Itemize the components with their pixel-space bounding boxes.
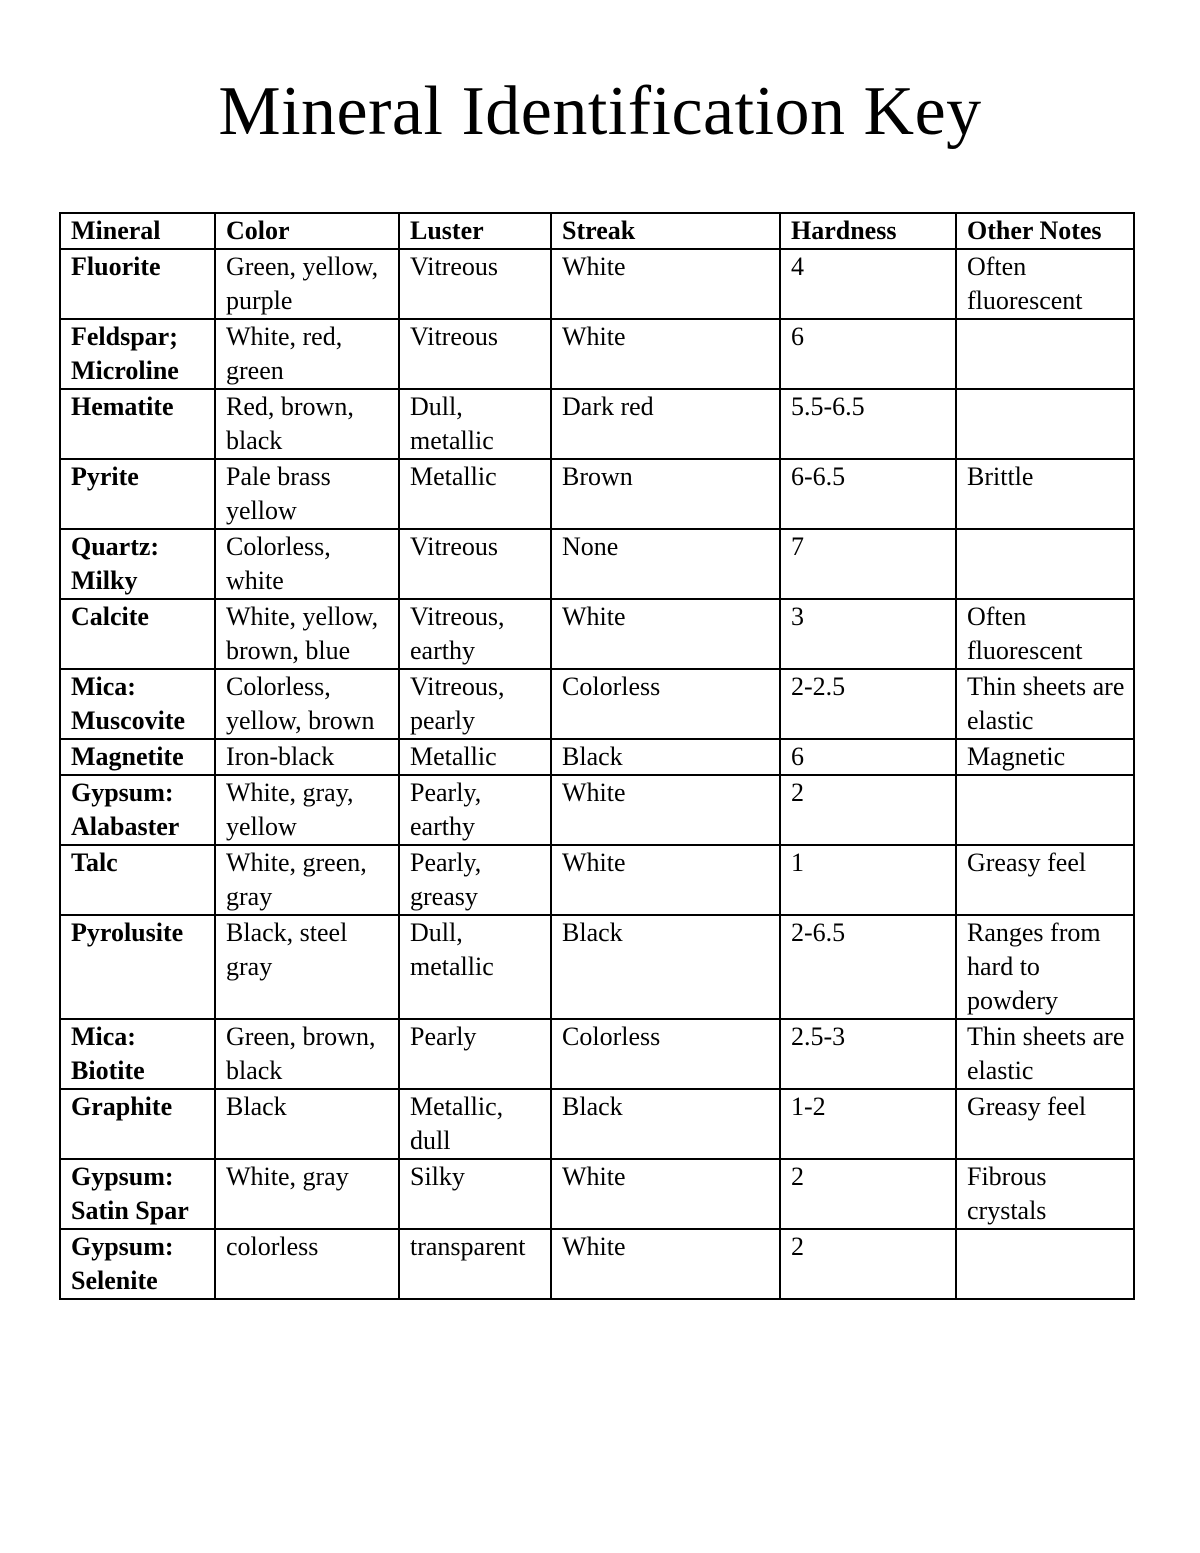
cell-color: White, yellow, brown, blue xyxy=(215,599,399,669)
table-row xyxy=(60,669,1134,739)
cell-hardness: 6-6.5 xyxy=(780,459,956,529)
cell-streak: White xyxy=(551,775,780,845)
cell-hardness: 2.5-3 xyxy=(780,1019,956,1089)
table-row xyxy=(60,915,1134,1019)
table-row xyxy=(60,389,1134,459)
cell-color: Colorless, white xyxy=(215,529,399,599)
cell-mineral: Hematite xyxy=(60,389,215,459)
cell-other-notes xyxy=(956,1229,1134,1299)
cell-other-notes: Thin sheets are elastic xyxy=(956,669,1134,739)
table-row xyxy=(60,529,1134,599)
cell-luster: Silky xyxy=(399,1159,551,1229)
cell-streak: Brown xyxy=(551,459,780,529)
cell-hardness: 2-6.5 xyxy=(780,915,956,1019)
cell-luster: Pearly, earthy xyxy=(399,775,551,845)
cell-hardness: 4 xyxy=(780,249,956,319)
cell-other-notes: Fibrous crystals xyxy=(956,1159,1134,1229)
cell-luster: Vitreous xyxy=(399,249,551,319)
table-row xyxy=(60,775,1134,845)
cell-other-notes xyxy=(956,389,1134,459)
cell-streak: White xyxy=(551,1229,780,1299)
header-color: Color xyxy=(215,213,399,249)
cell-mineral: Mica: Muscovite xyxy=(60,669,215,739)
cell-color: White, gray, yellow xyxy=(215,775,399,845)
table-header-row xyxy=(60,213,1134,249)
cell-luster: Metallic xyxy=(399,739,551,775)
header-hardness: Hardness xyxy=(780,213,956,249)
cell-color: Green, brown, black xyxy=(215,1019,399,1089)
cell-other-notes: Magnetic xyxy=(956,739,1134,775)
cell-other-notes: Greasy feel xyxy=(956,1089,1134,1159)
cell-streak: White xyxy=(551,1159,780,1229)
cell-luster: Metallic, dull xyxy=(399,1089,551,1159)
cell-hardness: 2 xyxy=(780,1159,956,1229)
cell-streak: Colorless xyxy=(551,1019,780,1089)
cell-mineral: Graphite xyxy=(60,1089,215,1159)
table-row xyxy=(60,319,1134,389)
cell-hardness: 6 xyxy=(780,319,956,389)
table-body xyxy=(60,249,1134,1299)
cell-other-notes xyxy=(956,529,1134,599)
cell-streak: White xyxy=(551,599,780,669)
cell-mineral: Magnetite xyxy=(60,739,215,775)
table-row xyxy=(60,1229,1134,1299)
cell-color: Pale brass yellow xyxy=(215,459,399,529)
page-title: Mineral Identification Key xyxy=(218,73,982,150)
cell-hardness: 7 xyxy=(780,529,956,599)
cell-streak: None xyxy=(551,529,780,599)
table-row xyxy=(60,739,1134,775)
cell-color: Red, brown, black xyxy=(215,389,399,459)
header-other-notes: Other Notes xyxy=(956,213,1134,249)
cell-luster: Dull, metallic xyxy=(399,915,551,1019)
cell-other-notes xyxy=(956,775,1134,845)
cell-streak: Dark red xyxy=(551,389,780,459)
cell-color: Green, yellow, purple xyxy=(215,249,399,319)
cell-hardness: 6 xyxy=(780,739,956,775)
cell-other-notes xyxy=(956,319,1134,389)
cell-color: Black xyxy=(215,1089,399,1159)
cell-hardness: 2 xyxy=(780,1229,956,1299)
cell-mineral: Quartz: Milky xyxy=(60,529,215,599)
header-streak: Streak xyxy=(551,213,780,249)
table-row xyxy=(60,249,1134,319)
cell-mineral: Mica: Biotite xyxy=(60,1019,215,1089)
cell-other-notes: Often fluorescent xyxy=(956,249,1134,319)
cell-hardness: 1 xyxy=(780,845,956,915)
cell-other-notes: Ranges from hard to powdery xyxy=(956,915,1134,1019)
cell-mineral: Fluorite xyxy=(60,249,215,319)
cell-streak: White xyxy=(551,249,780,319)
cell-color: White, gray xyxy=(215,1159,399,1229)
cell-luster: transparent xyxy=(399,1229,551,1299)
cell-mineral: Gypsum: Satin Spar xyxy=(60,1159,215,1229)
cell-other-notes: Thin sheets are elastic xyxy=(956,1019,1134,1089)
table-row xyxy=(60,599,1134,669)
cell-mineral: Gypsum: Alabaster xyxy=(60,775,215,845)
cell-color: Black, steel gray xyxy=(215,915,399,1019)
cell-luster: Vitreous xyxy=(399,529,551,599)
cell-hardness: 2-2.5 xyxy=(780,669,956,739)
cell-mineral: Pyrite xyxy=(60,459,215,529)
cell-luster: Vitreous, pearly xyxy=(399,669,551,739)
cell-mineral: Calcite xyxy=(60,599,215,669)
cell-mineral: Pyrolusite xyxy=(60,915,215,1019)
cell-streak: Black xyxy=(551,739,780,775)
table-row xyxy=(60,1089,1134,1159)
cell-hardness: 3 xyxy=(780,599,956,669)
cell-color: colorless xyxy=(215,1229,399,1299)
cell-mineral: Talc xyxy=(60,845,215,915)
cell-luster: Dull, metallic xyxy=(399,389,551,459)
cell-mineral: Gypsum: Selenite xyxy=(60,1229,215,1299)
cell-luster: Pearly xyxy=(399,1019,551,1089)
cell-streak: Black xyxy=(551,1089,780,1159)
cell-luster: Vitreous, earthy xyxy=(399,599,551,669)
cell-luster: Vitreous xyxy=(399,319,551,389)
cell-color: Colorless, yellow, brown xyxy=(215,669,399,739)
cell-other-notes: Often fluorescent xyxy=(956,599,1134,669)
cell-color: White, green, gray xyxy=(215,845,399,915)
header-luster: Luster xyxy=(399,213,551,249)
cell-other-notes: Greasy feel xyxy=(956,845,1134,915)
cell-streak: Colorless xyxy=(551,669,780,739)
cell-color: White, red, green xyxy=(215,319,399,389)
cell-streak: White xyxy=(551,319,780,389)
table-row xyxy=(60,1019,1134,1089)
cell-other-notes: Brittle xyxy=(956,459,1134,529)
cell-hardness: 1-2 xyxy=(780,1089,956,1159)
table-row xyxy=(60,459,1134,529)
cell-hardness: 2 xyxy=(780,775,956,845)
cell-hardness: 5.5-6.5 xyxy=(780,389,956,459)
cell-luster: Pearly, greasy xyxy=(399,845,551,915)
mineral-identification-table xyxy=(59,212,1135,1300)
cell-mineral: Feldspar; Microline xyxy=(60,319,215,389)
cell-streak: Black xyxy=(551,915,780,1019)
table-row xyxy=(60,845,1134,915)
table-row xyxy=(60,1159,1134,1229)
cell-luster: Metallic xyxy=(399,459,551,529)
cell-streak: White xyxy=(551,845,780,915)
cell-color: Iron-black xyxy=(215,739,399,775)
header-mineral: Mineral xyxy=(60,213,215,249)
